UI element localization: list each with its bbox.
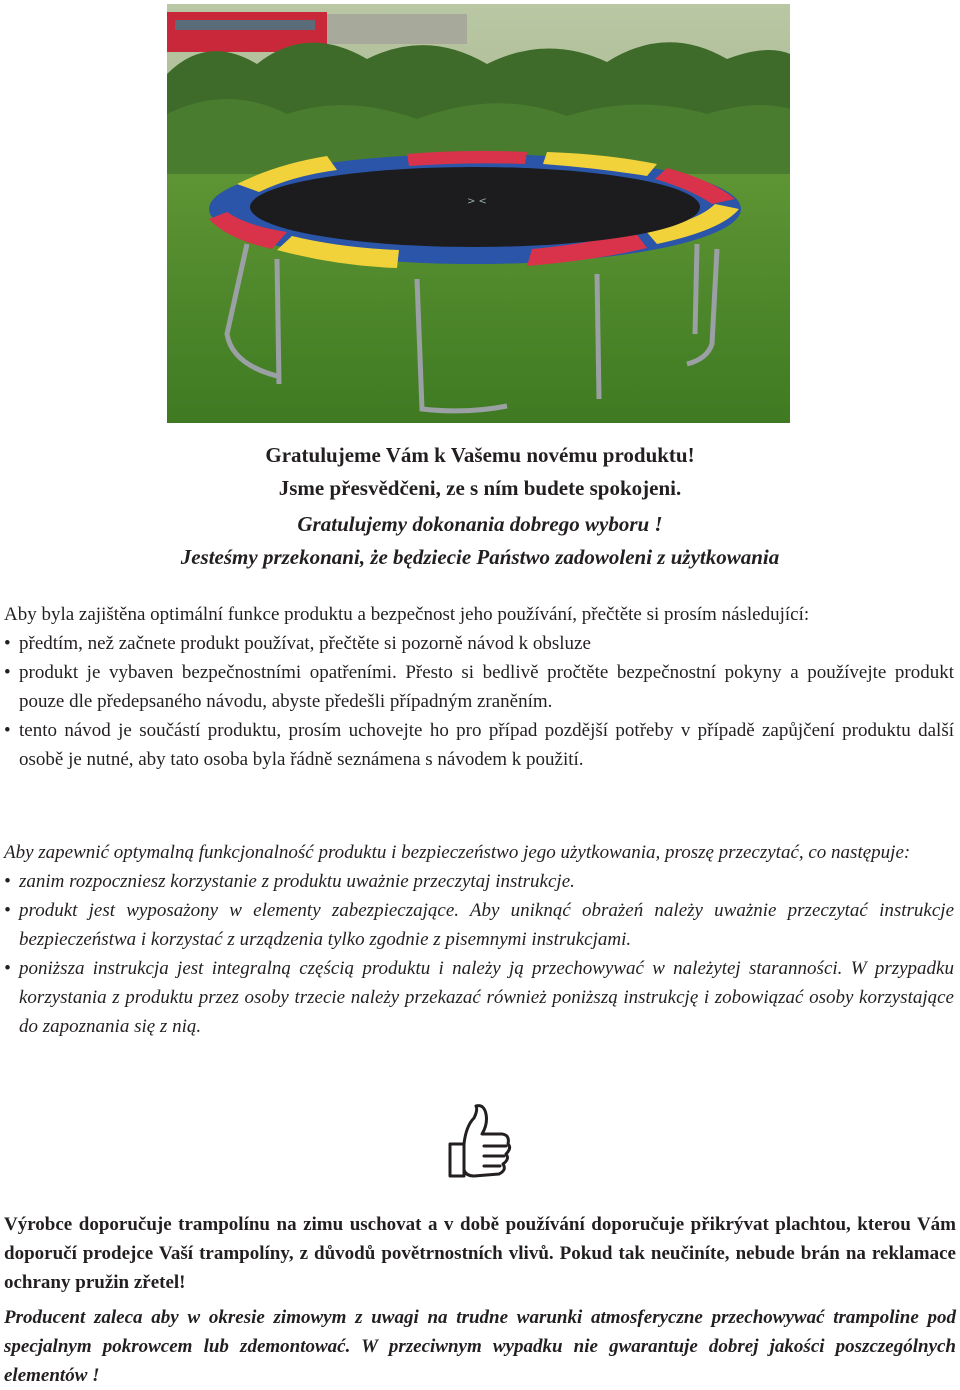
- svg-text:> <: > <: [467, 196, 487, 207]
- intro-czech: [4, 600, 954, 774]
- winter-storage-polish: Producent zaleca aby w okresie zimowym z uwagi na trudne warunki atmosferyczne przechowywać trampoline pod specjalnym pokrowcem lub zdemontować. W przeciwnym wypadku nie gwarantuje dobrej jakości poszczególnych elementów !: [4, 1307, 956, 1386]
- list-item: • produkt jest wyposażony w elementy zabezpieczające. Aby uniknąć obrażeń należy uważnie przeczytać instrukcje bezpieczeństwa i korzystać z urządzenia tylko zgodnie z pisemnymi instrukcjami.: [4, 896, 954, 954]
- greeting-czech-line1: Gratulujeme Vám k Vašemu novému produktu!: [265, 443, 695, 467]
- list-item: • předtím, než začnete produkt používat, přečtěte si pozorně návod k obsluze: [4, 629, 954, 658]
- greeting-czech-line2: Jsme přesvědčeni, ze s ním budete spokojeni.: [278, 476, 682, 500]
- list-item: • poniższa instrukcja jest integralną częścią produktu i należy ją przechowywać w należytej staranności. W przypadku korzystania z produktu przez osoby trzecie należy przekazać również poniższą instrukcję i zobowiązać osoby korzystające do zapoznania się z nią.: [4, 954, 954, 1041]
- winter-storage-czech: Výrobce doporučuje trampolínu na zimu uschovat a v době používání doporučuje přikrývat plachtou, kterou Vám doporučí prodejce Vaší trampolíny, z důvodů povětrnostních vlivů. Pokud tak neučiníte, nebude brán na reklamace ochrany pružin zřetel!: [4, 1214, 956, 1293]
- intro-polish-list: [4, 867, 954, 1041]
- thumbs-up-icon: [444, 1104, 516, 1188]
- trampoline-photo: [167, 4, 790, 423]
- intro-polish-lead: Aby zapewnić optymalną funkcjonalność produktu i bezpieczeństwo jego użytkowania, proszę przeczytać, co następuje:: [4, 842, 911, 863]
- greeting-polish-line2: Jesteśmy przekonani, że będziecie Państwo zadowoleni z użytkowania: [180, 545, 780, 569]
- list-item: • tento návod je součástí produktu, prosím uchovejte ho pro případ pozdější potřeby v případě zapůjčení produktu další osobě je nutné, aby tato osoba byla řádně seznámena s návodem k použití.: [4, 716, 954, 774]
- greeting-polish: [0, 508, 960, 574]
- list-item: • produkt je vybaven bezpečnostními opatřeními. Přesto si bedlivě pročtěte bezpečnostní pokyny a používejte produkt pouze dle předepsaného návodu, abyste předešli případným zraněním.: [4, 658, 954, 716]
- jumping-mat: [250, 167, 700, 247]
- intro-polish: [4, 838, 954, 1041]
- trampoline-illustration: [167, 4, 790, 423]
- intro-czech-list: [4, 629, 954, 774]
- list-item: • zanim rozpoczniesz korzystanie z produktu uważnie przeczytaj instrukcje.: [4, 867, 954, 896]
- greeting-polish-line1: Gratulujemy dokonania dobrego wyboru !: [297, 512, 663, 536]
- intro-czech-lead: Aby byla zajištěna optimální funkce produktu a bezpečnost jeho používání, přečtěte si prosím následující:: [4, 604, 810, 625]
- greeting-czech: [0, 439, 960, 505]
